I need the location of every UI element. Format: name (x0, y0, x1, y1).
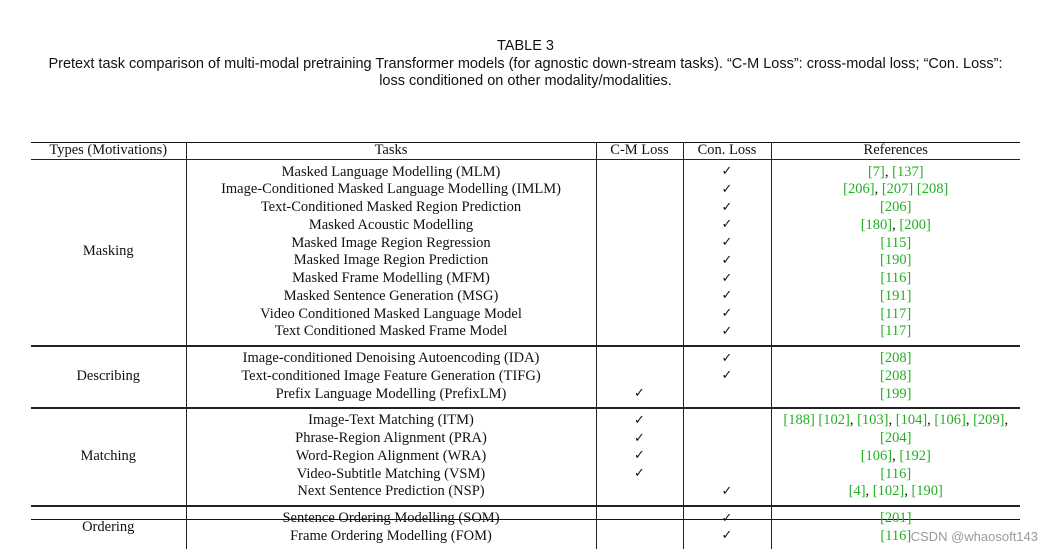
references-cell (771, 430, 1020, 448)
references-cell (771, 181, 1020, 199)
cm-loss-cell (596, 346, 683, 367)
con-loss-cell (683, 430, 771, 448)
con-loss-cell (683, 447, 771, 465)
reference-link[interactable]: [116] (880, 465, 912, 482)
checkmark-icon: ✓ (634, 412, 645, 428)
references-cell (771, 346, 1020, 367)
checkmark-icon: ✓ (634, 448, 645, 464)
reference-separator: , (888, 412, 896, 429)
con-loss-cell (683, 506, 771, 527)
header-con-loss: Con. Loss (683, 142, 771, 160)
task-cell: Video Conditioned Masked Language Model (186, 305, 596, 323)
task-cell: Phrase-Region Alignment (PRA) (186, 430, 596, 448)
cm-loss-cell (596, 385, 683, 403)
reference-separator: , (927, 412, 935, 429)
con-loss-cell (683, 385, 771, 403)
con-loss-cell (683, 465, 771, 483)
con-loss-cell (683, 483, 771, 501)
references-cell (771, 160, 1020, 181)
table-body (31, 160, 1020, 550)
con-loss-cell (683, 270, 771, 288)
reference-link[interactable]: [102] (818, 412, 850, 429)
cm-loss-cell (596, 447, 683, 465)
reference-link[interactable]: [103] (857, 412, 889, 429)
cm-loss-cell (596, 323, 683, 341)
checkmark-icon: ✓ (721, 199, 733, 215)
references-cell (771, 367, 1020, 385)
reference-link[interactable]: [180] (860, 216, 893, 233)
reference-link[interactable]: [115] (880, 234, 912, 251)
task-cell: Image-conditioned Denoising Autoencoding (IDA) (186, 346, 596, 367)
references-cell (771, 483, 1020, 501)
table-row (31, 160, 1020, 181)
con-loss-cell (683, 367, 771, 385)
cm-loss-cell (596, 199, 683, 217)
group-gap (31, 545, 1020, 549)
reference-link[interactable]: [204] (880, 430, 912, 446)
task-cell: Text Conditioned Masked Frame Model (186, 323, 596, 341)
task-cell: Masked Image Region Regression (186, 234, 596, 252)
reference-separator: , (849, 412, 858, 429)
task-cell: Masked Sentence Generation (MSG) (186, 287, 596, 305)
references-cell (771, 506, 1020, 527)
checkmark-icon: ✓ (721, 217, 733, 233)
gap-cell (596, 545, 683, 549)
reference-link[interactable]: [207] (881, 181, 914, 198)
checkmark-icon: ✓ (721, 288, 733, 304)
reference-link[interactable]: [106] (934, 412, 966, 429)
references-cell (771, 199, 1020, 217)
header-types: Types (Motivations) (31, 142, 186, 160)
reference-separator: , (892, 447, 900, 464)
checkmark-icon: ✓ (721, 306, 733, 321)
cm-loss-cell (596, 160, 683, 181)
con-loss-cell (683, 160, 771, 181)
reference-link[interactable]: [208] (916, 181, 949, 198)
reference-link[interactable]: [7] (867, 163, 885, 180)
task-cell: Masked Acoustic Modelling (186, 216, 596, 234)
cm-loss-cell (596, 181, 683, 199)
reference-link[interactable]: [117] (880, 305, 912, 322)
checkmark-icon: ✓ (721, 252, 733, 268)
table-caption-text: Pretext task comparison of multi-modal pretraining Transformer models (for agnostic down-stream tasks). “C-M Loss”: cross-modal loss; “Con. Loss”: loss conditioned on other modality/modalities. (48, 56, 1003, 89)
reference-link[interactable]: [200] (899, 216, 931, 233)
checkmark-icon: ✓ (634, 430, 645, 446)
task-cell: Video-Subtitle Matching (VSM) (186, 465, 596, 483)
header-tasks: Tasks (186, 142, 596, 160)
con-loss-cell (683, 408, 771, 429)
con-loss-cell (683, 305, 771, 323)
reference-link[interactable]: [117] (880, 323, 912, 340)
references-cell (771, 465, 1020, 483)
cm-loss-cell (596, 367, 683, 385)
reference-link[interactable]: [199] (880, 385, 912, 402)
reference-link[interactable]: [102] (872, 483, 905, 500)
reference-separator: , (874, 181, 882, 198)
gap-cell (31, 545, 186, 549)
cm-loss-cell (596, 216, 683, 234)
checkmark-icon: ✓ (634, 386, 645, 401)
reference-link[interactable]: [209] (973, 412, 1005, 429)
task-cell: Prefix Language Modelling (PrefixLM) (186, 385, 596, 403)
references-cell (771, 287, 1020, 305)
group-type-cell: Ordering (31, 506, 186, 545)
checkmark-icon: ✓ (721, 528, 733, 544)
reference-separator: , (865, 483, 873, 500)
task-cell: Text-Conditioned Masked Region Prediction (186, 199, 596, 217)
reference-link[interactable]: [188] (783, 412, 815, 429)
con-loss-cell (683, 199, 771, 217)
checkmark-icon: ✓ (721, 323, 733, 339)
task-cell: Image-Conditioned Masked Language Modelling (IMLM) (186, 181, 596, 199)
task-cell: Image-Text Matching (ITM) (186, 408, 596, 429)
table-header-row (31, 142, 1020, 160)
table-row (31, 346, 1020, 367)
reference-link[interactable]: [191] (880, 287, 912, 304)
checkmark-icon: ✓ (721, 510, 733, 526)
gap-cell (186, 545, 596, 549)
checkmark-icon: ✓ (721, 164, 733, 179)
task-cell: Masked Frame Modelling (MFM) (186, 270, 596, 288)
checkmark-icon: ✓ (721, 350, 733, 366)
references-cell (771, 270, 1020, 288)
cm-loss-cell (596, 252, 683, 270)
task-cell: Next Sentence Prediction (NSP) (186, 483, 596, 501)
reference-link[interactable]: [4] (848, 483, 866, 500)
cm-loss-cell (596, 234, 683, 252)
reference-link[interactable]: [116] (880, 270, 912, 286)
con-loss-cell (683, 323, 771, 341)
reference-link[interactable]: [106] (860, 447, 893, 464)
reference-separator: , (884, 163, 893, 180)
reference-link[interactable]: [137] (892, 163, 924, 180)
cm-loss-cell (596, 465, 683, 483)
con-loss-cell (683, 346, 771, 367)
task-cell: Masked Language Modelling (MLM) (186, 160, 596, 181)
reference-link[interactable]: [201] (880, 510, 912, 526)
checkmark-icon: ✓ (721, 235, 733, 250)
references-cell (771, 305, 1020, 323)
group-type-cell: Matching (31, 408, 186, 500)
con-loss-cell (683, 252, 771, 270)
con-loss-cell (683, 527, 771, 545)
cm-loss-cell (596, 305, 683, 323)
table-row (31, 408, 1020, 429)
reference-separator: , (1004, 412, 1009, 429)
reference-link[interactable]: [116] (880, 527, 912, 544)
reference-link[interactable]: [206] (843, 181, 875, 198)
task-cell: Masked Image Region Prediction (186, 252, 596, 270)
references-cell (771, 323, 1020, 341)
reference-link[interactable]: [104] (895, 412, 928, 429)
comparison-table (31, 142, 1020, 549)
group-type-cell: Masking (31, 160, 186, 341)
references-cell (771, 216, 1020, 234)
header-references: References (771, 142, 1020, 160)
group-type-cell: Describing (31, 346, 186, 403)
table-caption-title: TABLE 3 (497, 38, 554, 54)
table-caption (0, 38, 1051, 90)
references-cell (771, 408, 1020, 429)
task-cell: Text-conditioned Image Feature Generation (TIFG) (186, 367, 596, 385)
cm-loss-cell (596, 430, 683, 448)
references-cell (771, 447, 1020, 465)
reference-separator: , (965, 412, 974, 429)
reference-link[interactable]: [192] (899, 447, 931, 464)
task-cell: Word-Region Alignment (WRA) (186, 447, 596, 465)
references-cell (771, 252, 1020, 270)
reference-separator: , (904, 483, 912, 500)
cm-loss-cell (596, 408, 683, 429)
task-cell: Sentence Ordering Modelling (SOM) (186, 506, 596, 527)
task-cell: Frame Ordering Modelling (FOM) (186, 527, 596, 545)
checkmark-icon: ✓ (721, 270, 733, 286)
cm-loss-cell (596, 506, 683, 527)
watermark: CSDN @whaosoft143 (910, 529, 1038, 544)
reference-link[interactable]: [206] (880, 199, 912, 215)
reference-link[interactable]: [208] (880, 350, 912, 366)
con-loss-cell (683, 216, 771, 234)
cm-loss-cell (596, 527, 683, 545)
checkmark-icon: ✓ (634, 466, 645, 481)
checkmark-icon: ✓ (721, 368, 733, 384)
gap-cell (771, 545, 1020, 549)
gap-cell (683, 545, 771, 549)
reference-separator: , (892, 216, 900, 233)
checkmark-icon: ✓ (721, 181, 733, 197)
references-cell (771, 385, 1020, 403)
table-row (31, 506, 1020, 527)
checkmark-icon: ✓ (721, 483, 733, 499)
header-cm-loss: C-M Loss (596, 142, 683, 160)
con-loss-cell (683, 181, 771, 199)
cm-loss-cell (596, 483, 683, 501)
references-cell (771, 234, 1020, 252)
reference-link[interactable]: [190] (880, 252, 912, 269)
cm-loss-cell (596, 287, 683, 305)
cm-loss-cell (596, 270, 683, 288)
reference-link[interactable]: [208] (880, 367, 912, 384)
con-loss-cell (683, 287, 771, 305)
con-loss-cell (683, 234, 771, 252)
reference-link[interactable]: [190] (911, 483, 943, 500)
